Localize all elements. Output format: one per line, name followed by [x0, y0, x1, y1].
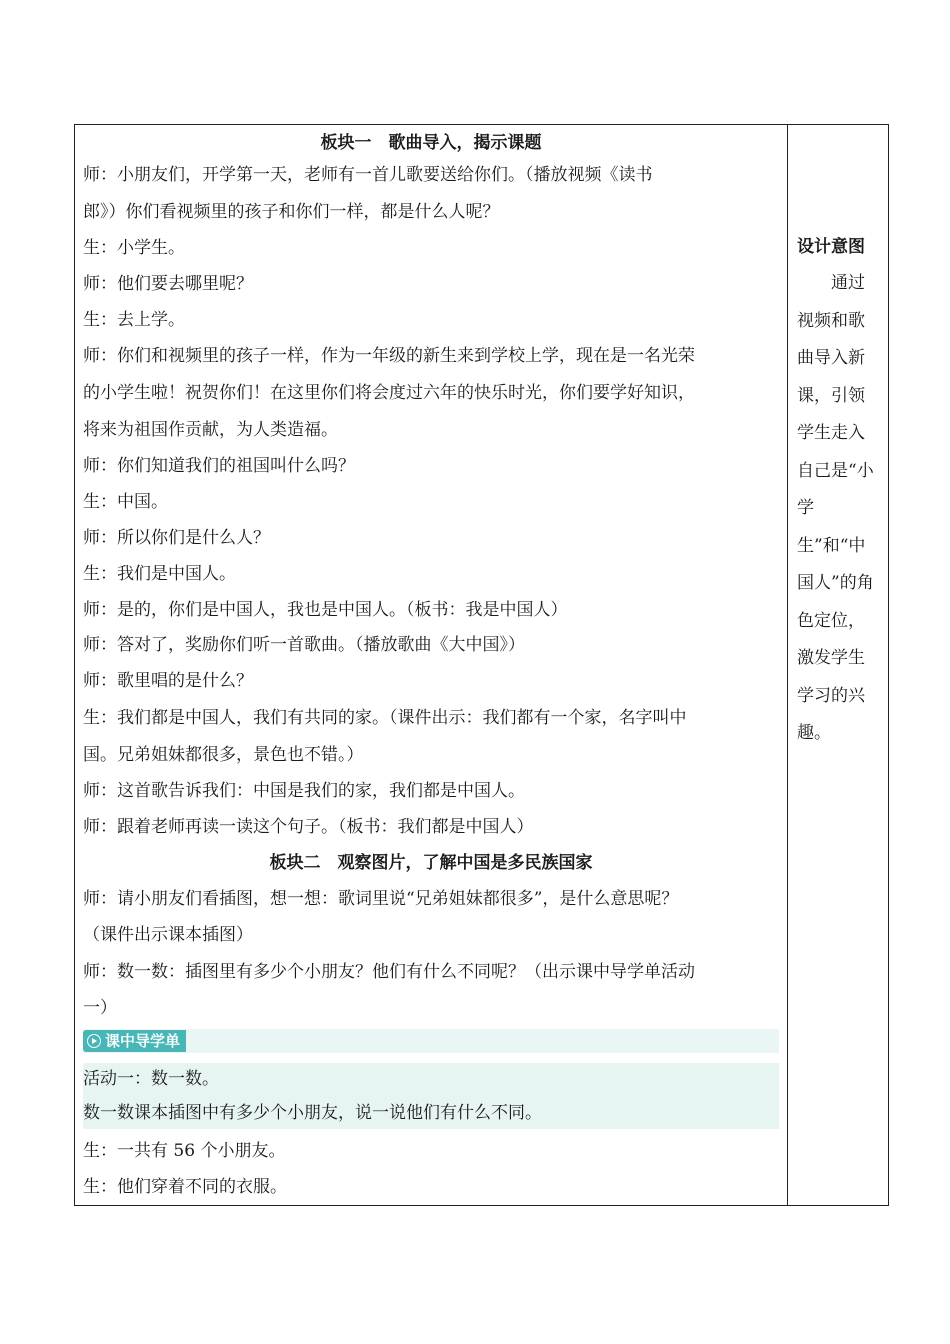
text-line: 师：你们知道我们的祖国叫什么吗？ — [83, 456, 355, 476]
text-line: 生：小学生。 — [83, 238, 185, 258]
guide-sheet-banner — [83, 1029, 779, 1053]
lesson-table — [74, 124, 889, 1206]
activity-box — [83, 1063, 779, 1129]
text-line: 生：一共有 56 个小朋友。 — [83, 1141, 286, 1161]
text-line: 师：他们要去哪里呢？ — [83, 274, 253, 294]
text-line: 生：去上学。 — [83, 310, 185, 330]
text-line: 生：中国。 — [83, 492, 168, 512]
design-intent-body: 通过视频和歌曲导入新课，引领学生走入自己是“小学生”和“中国人”的角色定位，激发学生学习的兴趣。 — [797, 273, 874, 743]
text-line: 将来为祖国作贡献，为人类造福。 — [83, 420, 338, 440]
text-line: 生：我们是中国人。 — [83, 564, 236, 584]
section2-title: 板块二 观察图片，了解中国是多民族国家 — [269, 853, 593, 873]
activity-title: 活动一：数一数。 — [83, 1069, 219, 1089]
text-line: 师：小朋友们，开学第一天，老师有一首儿歌要送给你们。（播放视频《读书 — [83, 165, 653, 185]
text-line: 生：他们穿着不同的衣服。 — [83, 1177, 287, 1197]
text-line: 国。兄弟姐妹都很多，景色也不错。） — [83, 745, 364, 765]
text-line: 的小学生啦！祝贺你们！在这里你们将会度过六年的快乐时光，你们要学好知识， — [83, 383, 695, 403]
section1-title: 板块一 歌曲导入，揭示课题 — [320, 133, 542, 153]
text-line: 郎》）你们看视频里的孩子和你们一样，都是什么人呢？ — [83, 202, 500, 222]
text-line: 一） — [83, 998, 117, 1018]
text-line: 师：这首歌告诉我们：中国是我们的家，我们都是中国人。 — [83, 781, 525, 801]
text-line: 师：是的，你们是中国人，我也是中国人。（板书：我是中国人） — [83, 600, 568, 620]
text-line: 师：数一数：插图里有多少个小朋友？他们有什么不同呢？（出示课中导学单活动 — [83, 962, 695, 982]
column-divider — [787, 125, 788, 1205]
text-line: 师：请小朋友们看插图，想一想：歌词里说“兄弟姐妹都很多”，是什么意思呢？ — [83, 889, 679, 909]
text-line: 师：答对了，奖励你们听一首歌曲。（播放歌曲《大中国》） — [83, 635, 525, 655]
play-circle-icon — [87, 1034, 101, 1048]
activity-instruction: 数一数课本插图中有多少个小朋友，说一说他们有什么不同。 — [83, 1103, 542, 1123]
text-line: （课件出示课本插图） — [83, 925, 253, 945]
text-line: 生：我们都是中国人，我们有共同的家。（课件出示：我们都有一个家，名字叫中 — [83, 708, 687, 728]
design-intent-title: 设计意图 — [797, 237, 865, 257]
text-line: 师：跟着老师再读一读这个句子。（板书：我们都是中国人） — [83, 817, 534, 837]
guide-sheet-badge — [83, 1030, 186, 1052]
guide-sheet-label: 课中导学单 — [105, 1032, 181, 1050]
text-line: 师：所以你们是什么人？ — [83, 528, 270, 548]
text-line: 师：你们和视频里的孩子一样，作为一年级的新生来到学校上学，现在是一名光荣 — [83, 346, 695, 366]
text-line: 师：歌里唱的是什么？ — [83, 671, 253, 691]
